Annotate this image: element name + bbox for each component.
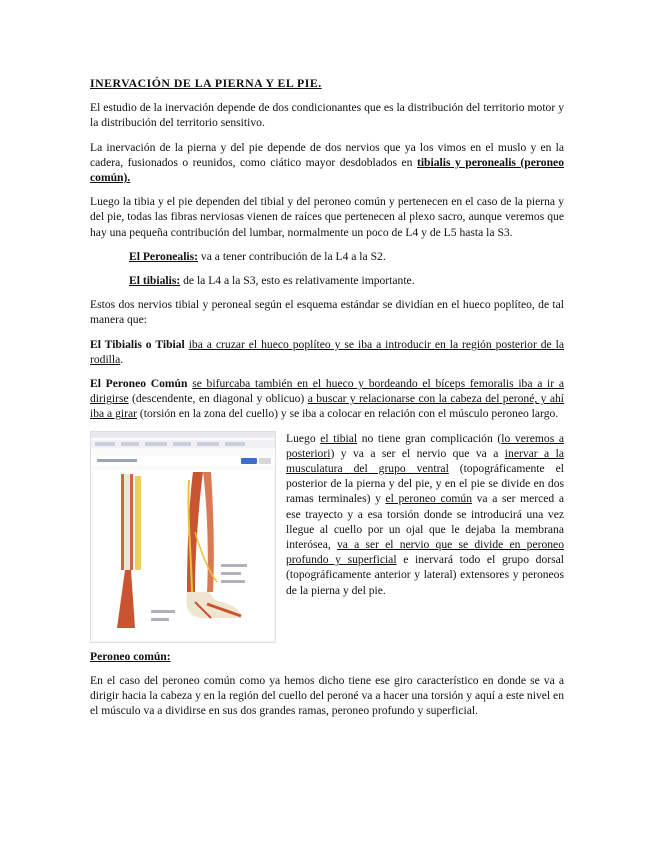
figure-block [90, 431, 564, 643]
paragraph-tibial: El Tibialis o Tibial iba a cruzar el hueco poplíteo y se iba a introducir en la región posterior de la rodilla. [90, 337, 564, 366]
document-page [90, 76, 564, 727]
tibialis-item: El tibialis: de la L4 a la S3, esto es relativamente importante. [129, 274, 415, 288]
leg-anatomy-figure [90, 431, 276, 643]
tibialis-peronealis-term: tibialis y peronealis (peroneo común). [90, 155, 564, 185]
page-title: INERVACIÓN DE LA PIERNA Y EL PIE. [90, 76, 322, 90]
paragraph-division: Estos dos nervios tibial y peroneal según el esquema estándar se dividían en el hueco poplíteo, de tal manera que: [90, 298, 564, 327]
paragraph-nerves: La inervación de la pierna y del pie depende de dos nervios que ya los vimos en el muslo y en la cadera, fusionados o reunidos, como ciático mayor desdoblados en tibialis y peronealis (peroneo común). [90, 140, 564, 185]
paragraph-peroneo: El Peroneo Común se bifurcaba también en el hueco y bordeando el bíceps femoralis iba a ir a dirigirse (descendente, en diagonal y oblicuo) a buscar y relacionarse con la cabeza del peroné, y ahí iba a girar (torsión en la zona del cuello) y se iba a colocar en relación con el músculo peroneo largo. [90, 377, 564, 421]
paragraph-intro: El estudio de la inervación depende de dos condicionantes que es la distribución del territorio motor y la distribución del territorio sensitivo. [90, 101, 564, 130]
peronealis-item: El Peronealis: va a tener contribución de la L4 a la S2. [129, 249, 386, 263]
leg-anatomy-illustration [91, 432, 275, 642]
paragraph-peroneo-comun: En el caso del peroneo común como ya hemos dicho tiene ese giro característico en donde se va a dirigir hacia la cabeza y en la región del cuello del peroné va a hacer una torsión y aquí a este nivel en el músculo va a dividirse en sus dos grandes ramas, peroneo profundo y superficial. [90, 673, 564, 718]
section-heading-peroneo: Peroneo común: [90, 649, 171, 663]
paragraph-roots: Luego la tibia y el pie dependen del tibial y del peroneo común y pertenecen en el caso de la pierna y del pie, todas las fibras nerviosas vienen de raíces que pertenecen al plexo sacro, aunque veremos que hay una pequeña contribución del lumbar, normalmente un poco de L4 y de L5 hasta la S3. [90, 195, 564, 239]
figure-side-text: Luego el tibial no tiene gran complicación (lo veremos a posteriori) y va a ser el nervio que va a inervar a la musculatura del grupo ventral (topográficamente el posterior de la pierna y del pie, y en el pie se divide en dos ramas terminales) y el peroneo común va a ser merced a ese trayecto y a esa torsión donde se introducirá una vez llegue al cuello por un ojal que le dejaba la membrana interósea, va a ser el nervio que se divide en peroneo profundo y superficial e inervará todo el grupo dorsal (topográficamente anterior y lateral) extensores y peroneos de la pierna y del pie. [286, 431, 565, 597]
